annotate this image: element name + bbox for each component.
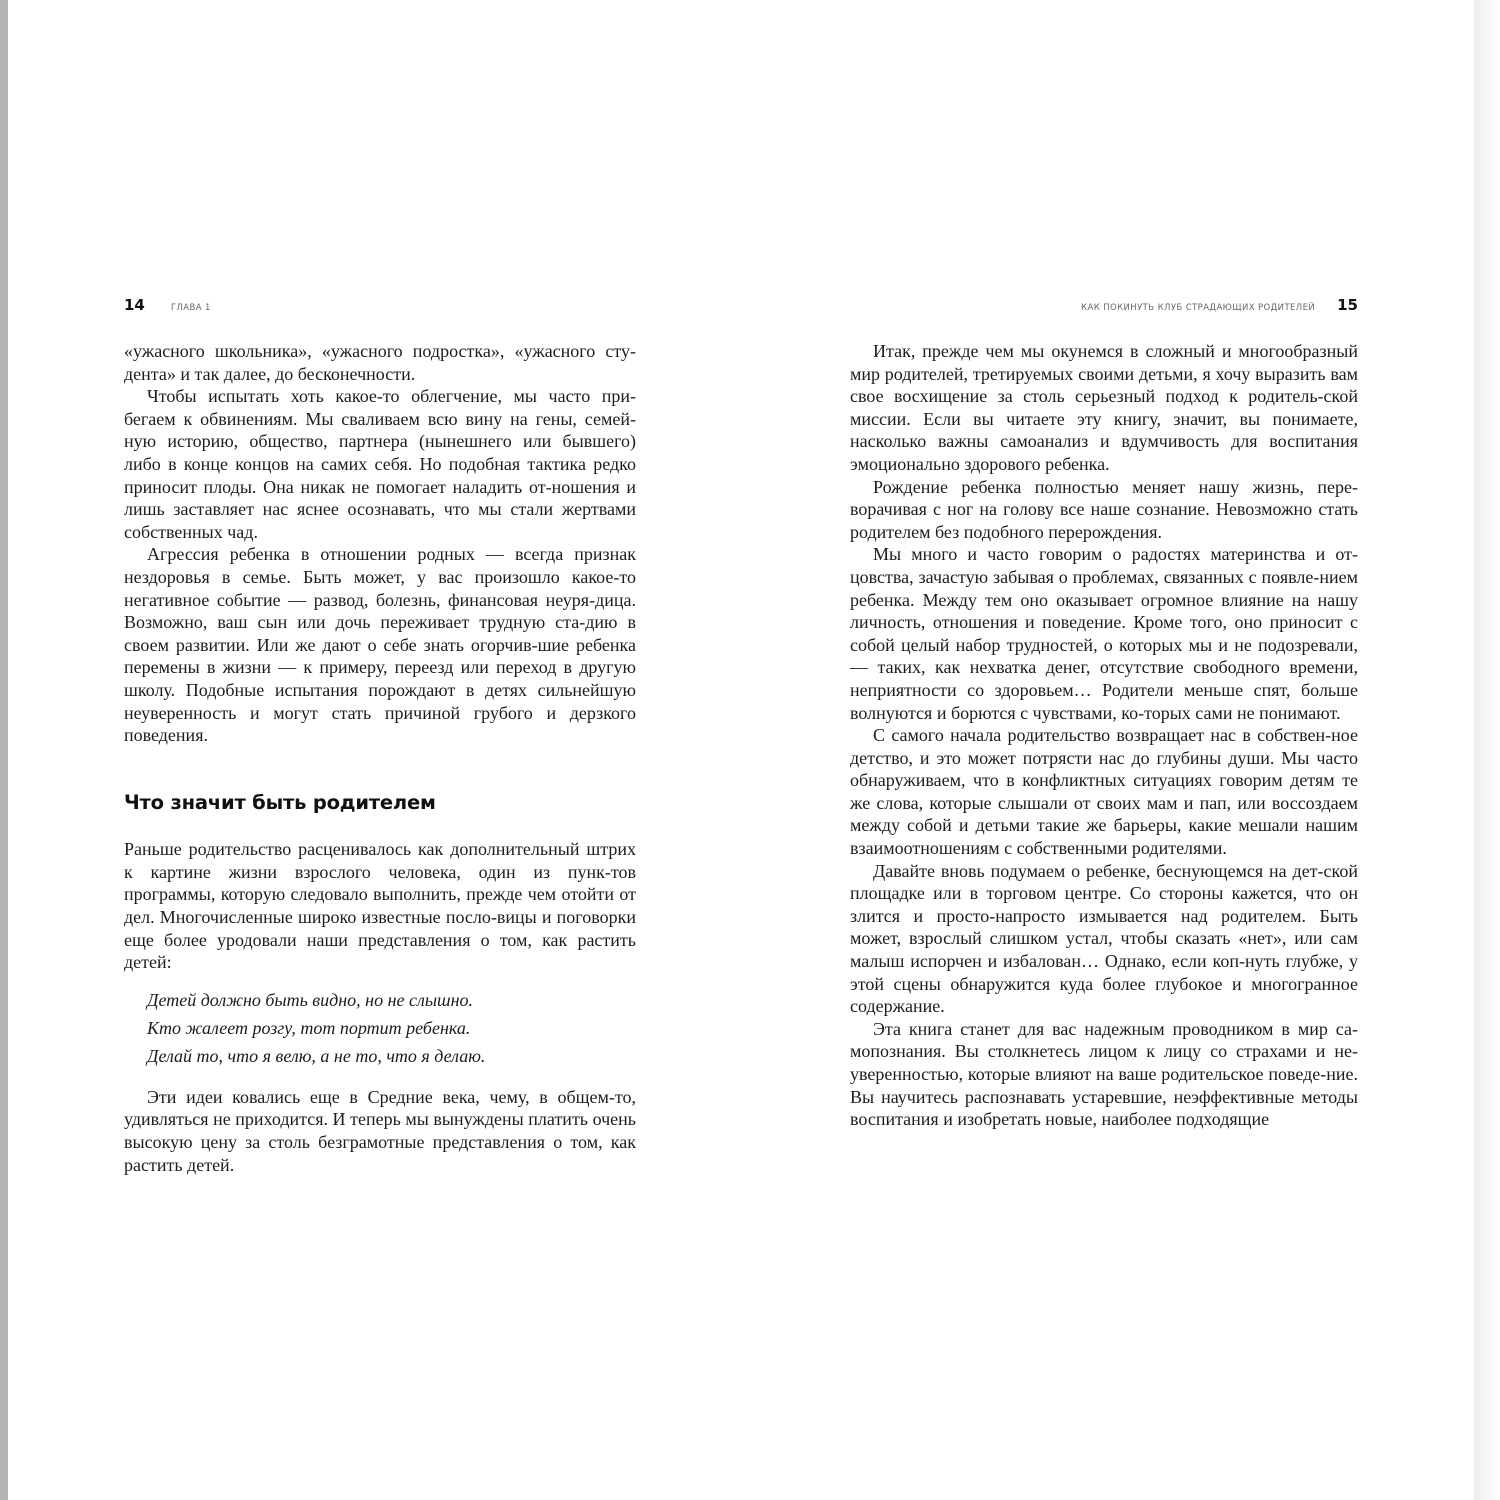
left-running-head	[124, 296, 636, 322]
right-edge-shadow	[1474, 0, 1500, 1500]
paragraph: С самого начала родительство возвращает нас в собствен-ное детство, и это может потрясти нас до глубины души. Мы часто обнаруживаем, что в конфликтных ситуациях говорим детям те же слова, которые слышали от своих мам и пап, или воссоздаем между собой и детьми такие же барьеры, какие мешали нашим взаимоотношениям с собственными родителями.	[850, 725, 1358, 859]
proverb-quote: Детей должно быть видно, но не слышно.	[147, 989, 474, 1010]
proverb-quote: Кто жалеет розгу, тот портит ребенка.	[147, 1017, 471, 1038]
left-edge-border	[0, 0, 8, 1500]
paragraph: Давайте вновь подумаем о ребенке, беснующемся на дет-ской площадке или в торговом центре. Со стороны кажется, что он злится и просто-напросто измывается над родителем. Быть может, взрослый слишком устал, чтобы сказать «нет», или сам малыш испорчен и избалован… Однако, если коп-нуть глубже, у этой сцены обнаружится куда более глубокое и многогранное содержание.	[850, 860, 1358, 1017]
right-page-body	[850, 340, 1358, 1131]
paragraph: Эти идеи ковались еще в Средние века, чему, в общем-то, удивляться не приходится. И теперь мы вынуждены платить очень высокую цену за столь безграмотные представления о том, как растить детей.	[124, 1086, 636, 1175]
paragraph: Итак, прежде чем мы окунемся в сложный и многообразный мир родителей, третируемых своими детьми, я хочу выразить вам свое восхищение за столь серьезный подход к родитель-ской миссии. Если вы читаете эту книгу, значит, вы понимаете, насколько важны самоанализ и вдумчивость для воспитания эмоционально здорового ребенка.	[850, 341, 1358, 474]
paragraph: Агрессия ребенка в отношении родных — всегда признак нездоровья в семье. Быть может, у вас произошло какое-то негативное событие — развод, болезнь, финансовая неуря-дица. Возможно, ваш сын или дочь переживает трудную ста-дию в своем развитии. Или же дают о себе знать огорчив-шие ребенка перемены в жизни — к примеру, переезд или переход в другую школу. Подобные испытания порождают в детях сильнейшую неуверенность и могут стать причиной грубого и дерзкого поведения.	[124, 544, 636, 746]
book-section-label: КАК ПОКИНУТЬ КЛУБ СТРАДАЮЩИХ РОДИТЕЛЕЙ	[1081, 303, 1316, 313]
left-page-body	[124, 340, 636, 1176]
paragraph: «ужасного школьника», «ужасного подростка», «ужасного сту-дента» и так далее, до бесконечности.	[124, 341, 636, 384]
section-heading: Что значит быть родителем	[124, 790, 436, 814]
right-running-head	[850, 296, 1358, 322]
proverb-list	[147, 986, 636, 1070]
paragraph: Рождение ребенка полностью меняет нашу жизнь, пере-ворачивая с ног на голову все наше сознание. Невозможно стать родителем без подобного перерождения.	[850, 476, 1358, 542]
paragraph: Эта книга станет для вас надежным проводником в мир са-мопознания. Вы столкнетесь лицом к лицу со страхами и не-уверенностью, которые влияют на ваше родительское поведе-ние. Вы научитесь распознавать устаревшие, неэффективные методы воспитания и изобретать новые, наиболее подходящие	[850, 1018, 1358, 1130]
chapter-label: ГЛАВА 1	[170, 303, 211, 313]
page-number-right: 15	[1337, 296, 1358, 314]
paragraph: Раньше родительство расценивалось как дополнительный штрих к картине жизни взрослого человека, один из пунк-тов программы, которую следовало выполнить, прежде чем отойти от дел. Многочисленные широко известные посло-вицы и поговорки еще более уродовали наши представления о том, как растить детей:	[124, 839, 636, 973]
paragraph: Чтобы испытать хоть какое-то облегчение, мы часто при-бегаем к обвинениям. Мы сваливаем всю вину на гены, семей-ную историю, общество, партнера (нынешнего или бывшего) либо в конце концов на самих себя. Но подобная тактика редко приносит плоды. Она никак не помогает наладить от-ношения и лишь заставляет нас яснее осознавать, что мы стали жертвами собственных чад.	[124, 386, 636, 542]
page-number-left: 14	[124, 296, 145, 314]
paragraph: Мы много и часто говорим о радостях материнства и от-цовства, зачастую забывая о проблемах, связанных с появле-нием ребенка. Между тем оно оказывает огромное влияние на нашу личность, отношения и поведение. Кроме того, оно приносит с собой целый набор трудностей, о которых мы и не подозревали, — таких, как нехватка денег, отсутствие свободного времени, неприятности со здоровьем… Родители меньше спят, больше волнуются и борются с чувствами, ко-торых сами не понимают.	[850, 544, 1358, 723]
left-page	[124, 296, 636, 1176]
proverb-quote: Делай то, что я велю, а не то, что я делаю.	[147, 1045, 486, 1066]
right-page	[850, 296, 1358, 1131]
